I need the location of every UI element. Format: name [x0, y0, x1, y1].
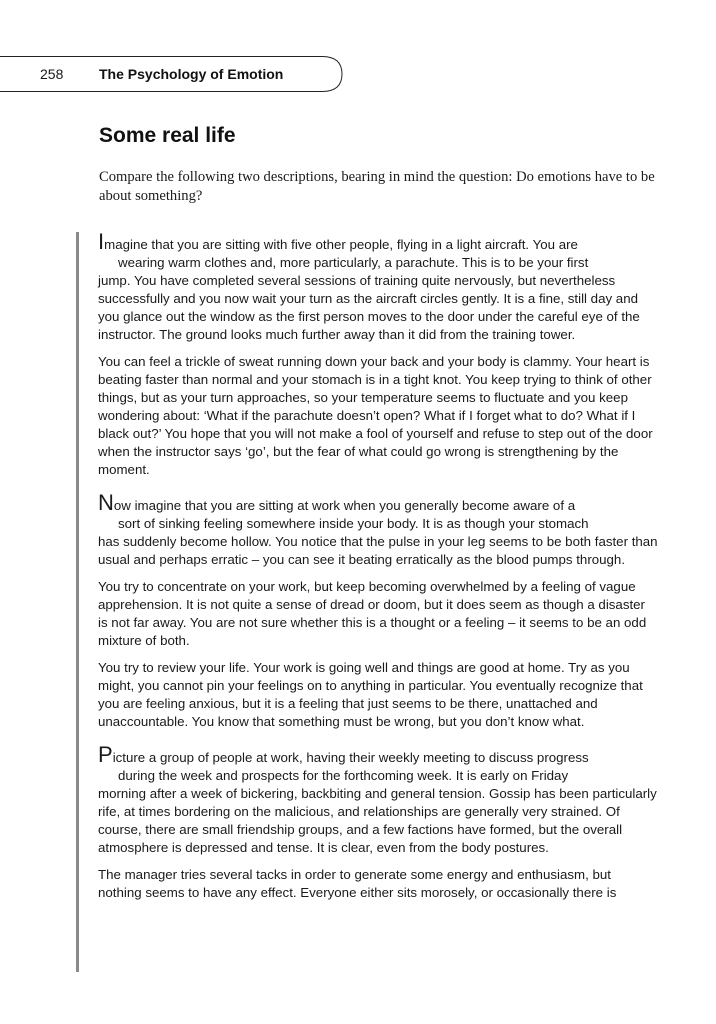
running-header — [0, 56, 343, 92]
case-paragraph-rest: morning after a week of bickering, backbiting and general tension. Gossip has been particularly rife, at times bordering on the malicious, and relationships are generally very strained. Of course, there are small friendship groups, and a few factions have formed, but the overall atmosphere is depressed and tense. It is clear, even from the body postures. — [98, 786, 657, 855]
drop-cap: I — [98, 229, 105, 254]
case-descriptions — [98, 229, 658, 917]
page-number: 258 — [40, 66, 64, 82]
case-description-parachute — [98, 229, 658, 479]
intro-paragraph: Compare the following two descriptions, bearing in mind the question: Do emotions have to be about something? — [99, 169, 655, 204]
case-second-line: sort of sinking feeling somewhere inside your body. It is as though your stomach — [118, 516, 589, 531]
case-first-line: icture a group of people at work, having their weekly meeting to discuss progress — [112, 750, 589, 765]
drop-cap: N — [98, 490, 114, 515]
case-paragraph — [98, 490, 658, 569]
case-description-meeting — [98, 742, 658, 902]
running-title: The Psychology of Emotion — [99, 66, 284, 82]
boxed-text-rule — [76, 232, 79, 972]
case-description-anxiety — [98, 490, 658, 731]
case-first-line: magine that you are sitting with five other people, flying in a light aircraft. You are — [104, 237, 578, 252]
case-paragraph-rest: has suddenly become hollow. You notice that the pulse in your leg seems to be both faster than usual and perhaps erratic – you can see it beating erratically as the blood pumps through. — [98, 534, 658, 567]
case-paragraph: You try to concentrate on your work, but keep becoming overwhelmed by a feeling of vague apprehension. It is not quite a sense of dread or doom, but it does seem as though a disaster is not far away. You are not sure whether this is a thought or a feeling – it seems to be an odd mixture of both. — [98, 579, 647, 648]
section-heading: Some real life — [99, 124, 236, 147]
case-paragraph — [98, 742, 658, 857]
case-paragraph: You can feel a trickle of sweat running down your back and your body is clammy. Your heart is beating faster than normal and your stomach is in a tight knot. You keep trying to think of other things, but as your turn approaches, so your temperature seems to fluctuate and you keep wondering about: ‘What if the parachute doesn’t open? What if I forget what to do? What if I black out?’ You hope that you will not make a fool of yourself and refuse to step out of the door when the instructor says ‘go’, but the fear of what could go wrong is strengthening by the moment. — [98, 354, 653, 477]
case-first-line: ow imagine that you are sitting at work when you generally become aware of a — [113, 498, 576, 513]
case-paragraph: You try to review your life. Your work is going well and things are good at home. Try as you might, you cannot pin your feelings on to anything in particular. You eventually recognize that you are feeling anxious, but it is a feeling that just seems to be there, unattached and unaccountable. You know that something must be wrong, but you don’t know what. — [98, 660, 643, 729]
drop-cap: P — [98, 742, 113, 767]
case-paragraph: The manager tries several tacks in order to generate some energy and enthusiasm, but nothing seems to have any effect. Everyone either sits morosely, or occasionally there is — [98, 867, 617, 900]
case-paragraph — [98, 229, 658, 344]
case-second-line: wearing warm clothes and, more particularly, a parachute. This is to be your first — [118, 255, 589, 270]
case-paragraph-rest: jump. You have completed several sessions of training quite nervously, but nevertheless successfully and you now wait your turn as the aircraft circles gently. It is a fine, still day and you glance out the window as the first person moves to the door under the careful eye of the instructor. The ground looks much further away than it did from the training tower. — [98, 273, 640, 342]
case-second-line: during the week and prospects for the forthcoming week. It is early on Friday — [118, 768, 569, 783]
